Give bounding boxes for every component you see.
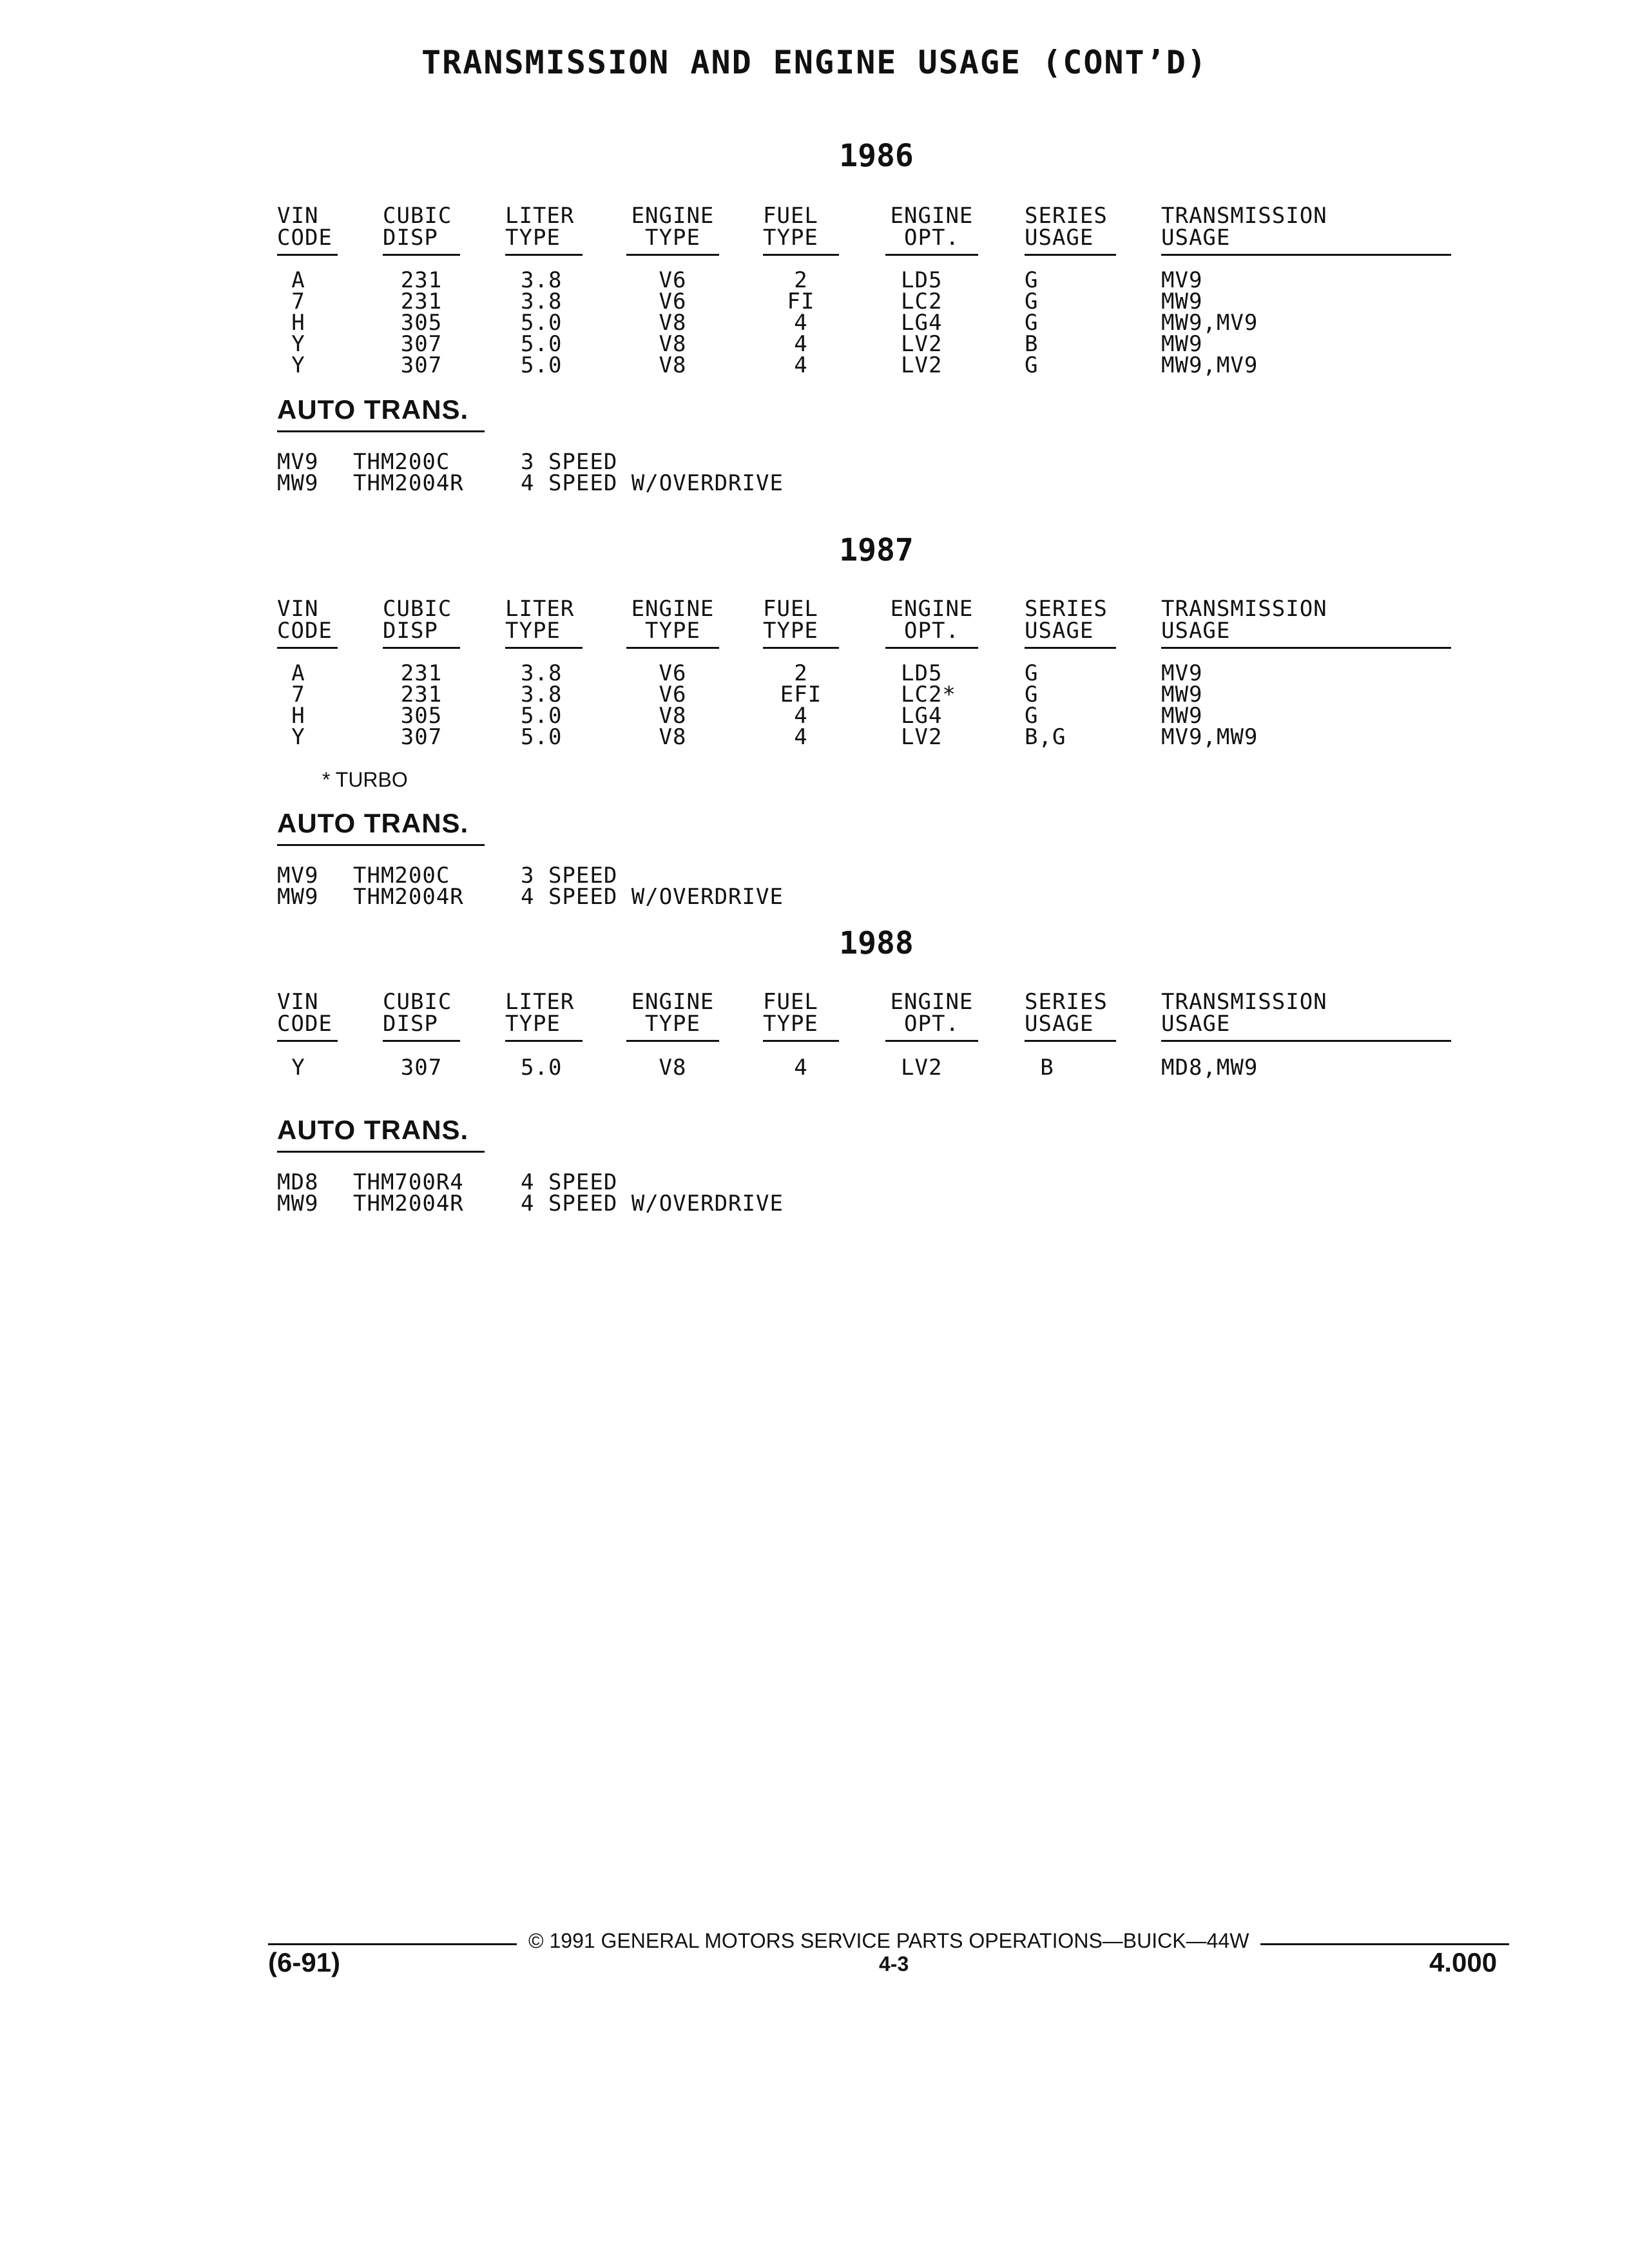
cell-fuel: 4: [794, 352, 808, 378]
cell-liter: 5.0: [521, 703, 563, 729]
header-liter-2: TYPE: [505, 225, 561, 251]
header-fuel-1: FUEL: [763, 989, 818, 1015]
header-engine-opt-2: OPT.: [904, 618, 959, 644]
auto-code: MD8: [277, 1169, 319, 1195]
cell-liter: 5.0: [521, 1055, 563, 1081]
header-series-1: SERIES: [1025, 989, 1108, 1015]
header-rule: [1025, 1040, 1116, 1042]
revision-date: (6-91): [268, 1947, 341, 1977]
cell-fuel: 4: [794, 331, 808, 357]
header-vin-1: VIN: [277, 596, 319, 622]
footer-rule-left: [268, 1943, 517, 1945]
header-rule: [1025, 254, 1116, 256]
cell-fuel: 2: [794, 660, 808, 686]
header-trans-1: TRANSMISSION: [1161, 596, 1327, 622]
footer-rule-right: [1260, 1943, 1509, 1945]
cell-vin: 7: [291, 682, 305, 707]
header-engine-opt-1: ENGINE: [890, 596, 974, 622]
header-rule: [505, 254, 583, 256]
header-rule: [1161, 1040, 1451, 1042]
header-liter-2: TYPE: [505, 1011, 561, 1037]
header-trans-2: USAGE: [1161, 225, 1231, 251]
header-engine-opt-2: OPT.: [904, 1011, 959, 1037]
header-rule: [626, 1040, 719, 1042]
header-rule: [1025, 647, 1116, 649]
header-trans-2: USAGE: [1161, 618, 1231, 644]
cell-engine-opt: LV2: [901, 724, 943, 750]
section-number: 4.000: [1429, 1947, 1498, 1977]
header-rule: [1161, 647, 1451, 649]
header-rule: [383, 254, 460, 256]
header-engine-type-2: TYPE: [645, 618, 700, 644]
auto-code: MW9: [277, 884, 319, 910]
header-cubic-2: DISP: [383, 225, 438, 251]
cell-engine-type: V6: [659, 267, 687, 293]
auto-code: MV9: [277, 449, 319, 475]
header-vin-1: VIN: [277, 203, 319, 229]
header-series-1: SERIES: [1025, 203, 1108, 229]
cell-cubic: 307: [400, 331, 443, 357]
header-engine-type-1: ENGINE: [631, 203, 715, 229]
auto-trans-rule: [277, 430, 485, 432]
cell-engine-type: V8: [659, 310, 687, 336]
auto-model: THM200C: [353, 863, 450, 889]
cell-vin: H: [291, 703, 305, 729]
cell-cubic: 305: [400, 703, 443, 729]
header-series-2: USAGE: [1025, 1011, 1094, 1037]
header-fuel-2: TYPE: [763, 1011, 818, 1037]
cell-cubic: 307: [400, 1055, 443, 1081]
cell-engine-opt: LV2: [901, 352, 943, 378]
cell-engine-opt: LD5: [901, 660, 943, 686]
auto-description: 3 SPEED: [521, 863, 618, 889]
cell-cubic: 231: [400, 289, 443, 314]
cell-vin: Y: [291, 352, 305, 378]
cell-series: B,G: [1025, 724, 1066, 750]
header-cubic-1: CUBIC: [383, 989, 452, 1015]
header-series-1: SERIES: [1025, 596, 1108, 622]
auto-model: THM2004R: [353, 470, 464, 496]
cell-vin: H: [291, 310, 305, 336]
auto-description: 4 SPEED W/OVERDRIVE: [521, 1191, 784, 1216]
cell-series: G: [1025, 310, 1039, 336]
cell-vin: Y: [291, 724, 305, 750]
year-heading: 1986: [839, 138, 914, 174]
header-trans-2: USAGE: [1161, 1011, 1231, 1037]
cell-trans: MW9: [1161, 289, 1203, 314]
header-vin-2: CODE: [277, 1011, 333, 1037]
cell-cubic: 231: [400, 267, 443, 293]
cell-vin: Y: [291, 1055, 305, 1081]
header-liter-1: LITER: [505, 596, 575, 622]
header-rule: [763, 254, 839, 256]
auto-code: MV9: [277, 863, 319, 889]
cell-liter: 5.0: [521, 310, 563, 336]
cell-cubic: 231: [400, 682, 443, 707]
auto-model: THM700R4: [353, 1169, 464, 1195]
cell-engine-type: V6: [659, 289, 687, 314]
auto-description: 4 SPEED W/OVERDRIVE: [521, 884, 784, 910]
cell-engine-opt: LV2: [901, 331, 943, 357]
auto-model: THM2004R: [353, 1191, 464, 1216]
auto-model: THM200C: [353, 449, 450, 475]
cell-cubic: 307: [400, 352, 443, 378]
header-engine-type-1: ENGINE: [631, 989, 715, 1015]
header-engine-type-2: TYPE: [645, 1011, 700, 1037]
cell-engine-type: V8: [659, 703, 687, 729]
cell-trans: MV9,MW9: [1161, 724, 1258, 750]
cell-series: G: [1025, 352, 1039, 378]
year-heading: 1988: [839, 925, 914, 961]
header-rule: [626, 647, 719, 649]
cell-fuel: EFI: [780, 682, 822, 707]
header-rule: [1161, 254, 1451, 256]
cell-fuel: 4: [794, 310, 808, 336]
header-vin-2: CODE: [277, 618, 333, 644]
header-cubic-2: DISP: [383, 618, 438, 644]
cell-engine-opt: LD5: [901, 267, 943, 293]
cell-cubic: 231: [400, 660, 443, 686]
cell-engine-opt: LV2: [901, 1055, 943, 1081]
header-vin-1: VIN: [277, 989, 319, 1015]
header-rule: [626, 254, 719, 256]
cell-engine-opt: LC2*: [901, 682, 956, 707]
cell-vin: Y: [291, 331, 305, 357]
auto-description: 4 SPEED W/OVERDRIVE: [521, 470, 784, 496]
header-rule: [277, 254, 338, 256]
cell-engine-type: V8: [659, 352, 687, 378]
turbo-footnote: * TURBO: [322, 768, 408, 791]
auto-trans-rule: [277, 1151, 485, 1153]
header-trans-1: TRANSMISSION: [1161, 989, 1327, 1015]
header-fuel-2: TYPE: [763, 225, 818, 251]
header-rule: [505, 647, 583, 649]
auto-code: MW9: [277, 470, 319, 496]
cell-fuel: 2: [794, 267, 808, 293]
cell-fuel: 4: [794, 724, 808, 750]
header-cubic-2: DISP: [383, 1011, 438, 1037]
header-rule: [763, 1040, 839, 1042]
cell-engine-opt: LG4: [901, 703, 943, 729]
cell-trans: MW9: [1161, 682, 1203, 707]
header-fuel-2: TYPE: [763, 618, 818, 644]
header-rule: [763, 647, 839, 649]
year-heading: 1987: [839, 532, 914, 568]
header-rule: [885, 647, 978, 649]
cell-liter: 3.8: [521, 660, 563, 686]
header-series-2: USAGE: [1025, 618, 1094, 644]
header-liter-1: LITER: [505, 989, 575, 1015]
cell-engine-opt: LC2: [901, 289, 943, 314]
header-rule: [383, 647, 460, 649]
header-liter-2: TYPE: [505, 618, 561, 644]
header-rule: [505, 1040, 583, 1042]
cell-trans: MV9: [1161, 660, 1203, 686]
cell-fuel: 4: [794, 703, 808, 729]
cell-series: G: [1025, 682, 1039, 707]
cell-liter: 5.0: [521, 331, 563, 357]
cell-liter: 3.8: [521, 289, 563, 314]
cell-liter: 3.8: [521, 682, 563, 707]
cell-fuel: 4: [794, 1055, 808, 1081]
cell-trans: MV9: [1161, 267, 1203, 293]
header-engine-opt-2: OPT.: [904, 225, 959, 251]
cell-engine-type: V8: [659, 331, 687, 357]
header-liter-1: LITER: [505, 203, 575, 229]
header-vin-2: CODE: [277, 225, 333, 251]
page-number: 4-3: [879, 1952, 909, 1975]
header-rule: [277, 647, 338, 649]
cell-series: B: [1040, 1055, 1054, 1081]
cell-engine-type: V6: [659, 682, 687, 707]
auto-description: 3 SPEED: [521, 449, 618, 475]
header-engine-type-1: ENGINE: [631, 596, 715, 622]
cell-fuel: FI: [787, 289, 815, 314]
header-fuel-1: FUEL: [763, 203, 818, 229]
header-fuel-1: FUEL: [763, 596, 818, 622]
cell-trans: MW9,MV9: [1161, 352, 1258, 378]
page-title: TRANSMISSION AND ENGINE USAGE (CONT’D): [421, 44, 1208, 81]
copyright-notice: © 1991 GENERAL MOTORS SERVICE PARTS OPERATIONS—BUICK—44W: [528, 1929, 1249, 1952]
cell-vin: A: [291, 660, 305, 686]
cell-trans: MW9: [1161, 331, 1203, 357]
cell-engine-opt: LG4: [901, 310, 943, 336]
cell-trans: MW9: [1161, 703, 1203, 729]
cell-liter: 5.0: [521, 352, 563, 378]
cell-liter: 3.8: [521, 267, 563, 293]
cell-cubic: 307: [400, 724, 443, 750]
cell-engine-type: V8: [659, 1055, 687, 1081]
header-rule: [885, 254, 978, 256]
auto-trans-rule: [277, 844, 485, 846]
header-rule: [885, 1040, 978, 1042]
cell-engine-type: V6: [659, 660, 687, 686]
cell-series: B: [1025, 331, 1039, 357]
cell-vin: A: [291, 267, 305, 293]
cell-liter: 5.0: [521, 724, 563, 750]
cell-series: G: [1025, 703, 1039, 729]
auto-trans-heading: AUTO TRANS.: [277, 394, 469, 425]
header-series-2: USAGE: [1025, 225, 1094, 251]
cell-vin: 7: [291, 289, 305, 314]
auto-trans-heading: AUTO TRANS.: [277, 1115, 469, 1145]
cell-trans: MD8,MW9: [1161, 1055, 1258, 1081]
header-engine-opt-1: ENGINE: [890, 989, 974, 1015]
header-rule: [277, 1040, 338, 1042]
cell-series: G: [1025, 289, 1039, 314]
auto-model: THM2004R: [353, 884, 464, 910]
header-rule: [383, 1040, 460, 1042]
header-engine-opt-1: ENGINE: [890, 203, 974, 229]
header-cubic-1: CUBIC: [383, 203, 452, 229]
cell-trans: MW9,MV9: [1161, 310, 1258, 336]
cell-series: G: [1025, 660, 1039, 686]
header-cubic-1: CUBIC: [383, 596, 452, 622]
auto-description: 4 SPEED: [521, 1169, 618, 1195]
auto-code: MW9: [277, 1191, 319, 1216]
cell-cubic: 305: [400, 310, 443, 336]
auto-trans-heading: AUTO TRANS.: [277, 808, 469, 838]
header-trans-1: TRANSMISSION: [1161, 203, 1327, 229]
cell-series: G: [1025, 267, 1039, 293]
cell-engine-type: V8: [659, 724, 687, 750]
header-engine-type-2: TYPE: [645, 225, 700, 251]
